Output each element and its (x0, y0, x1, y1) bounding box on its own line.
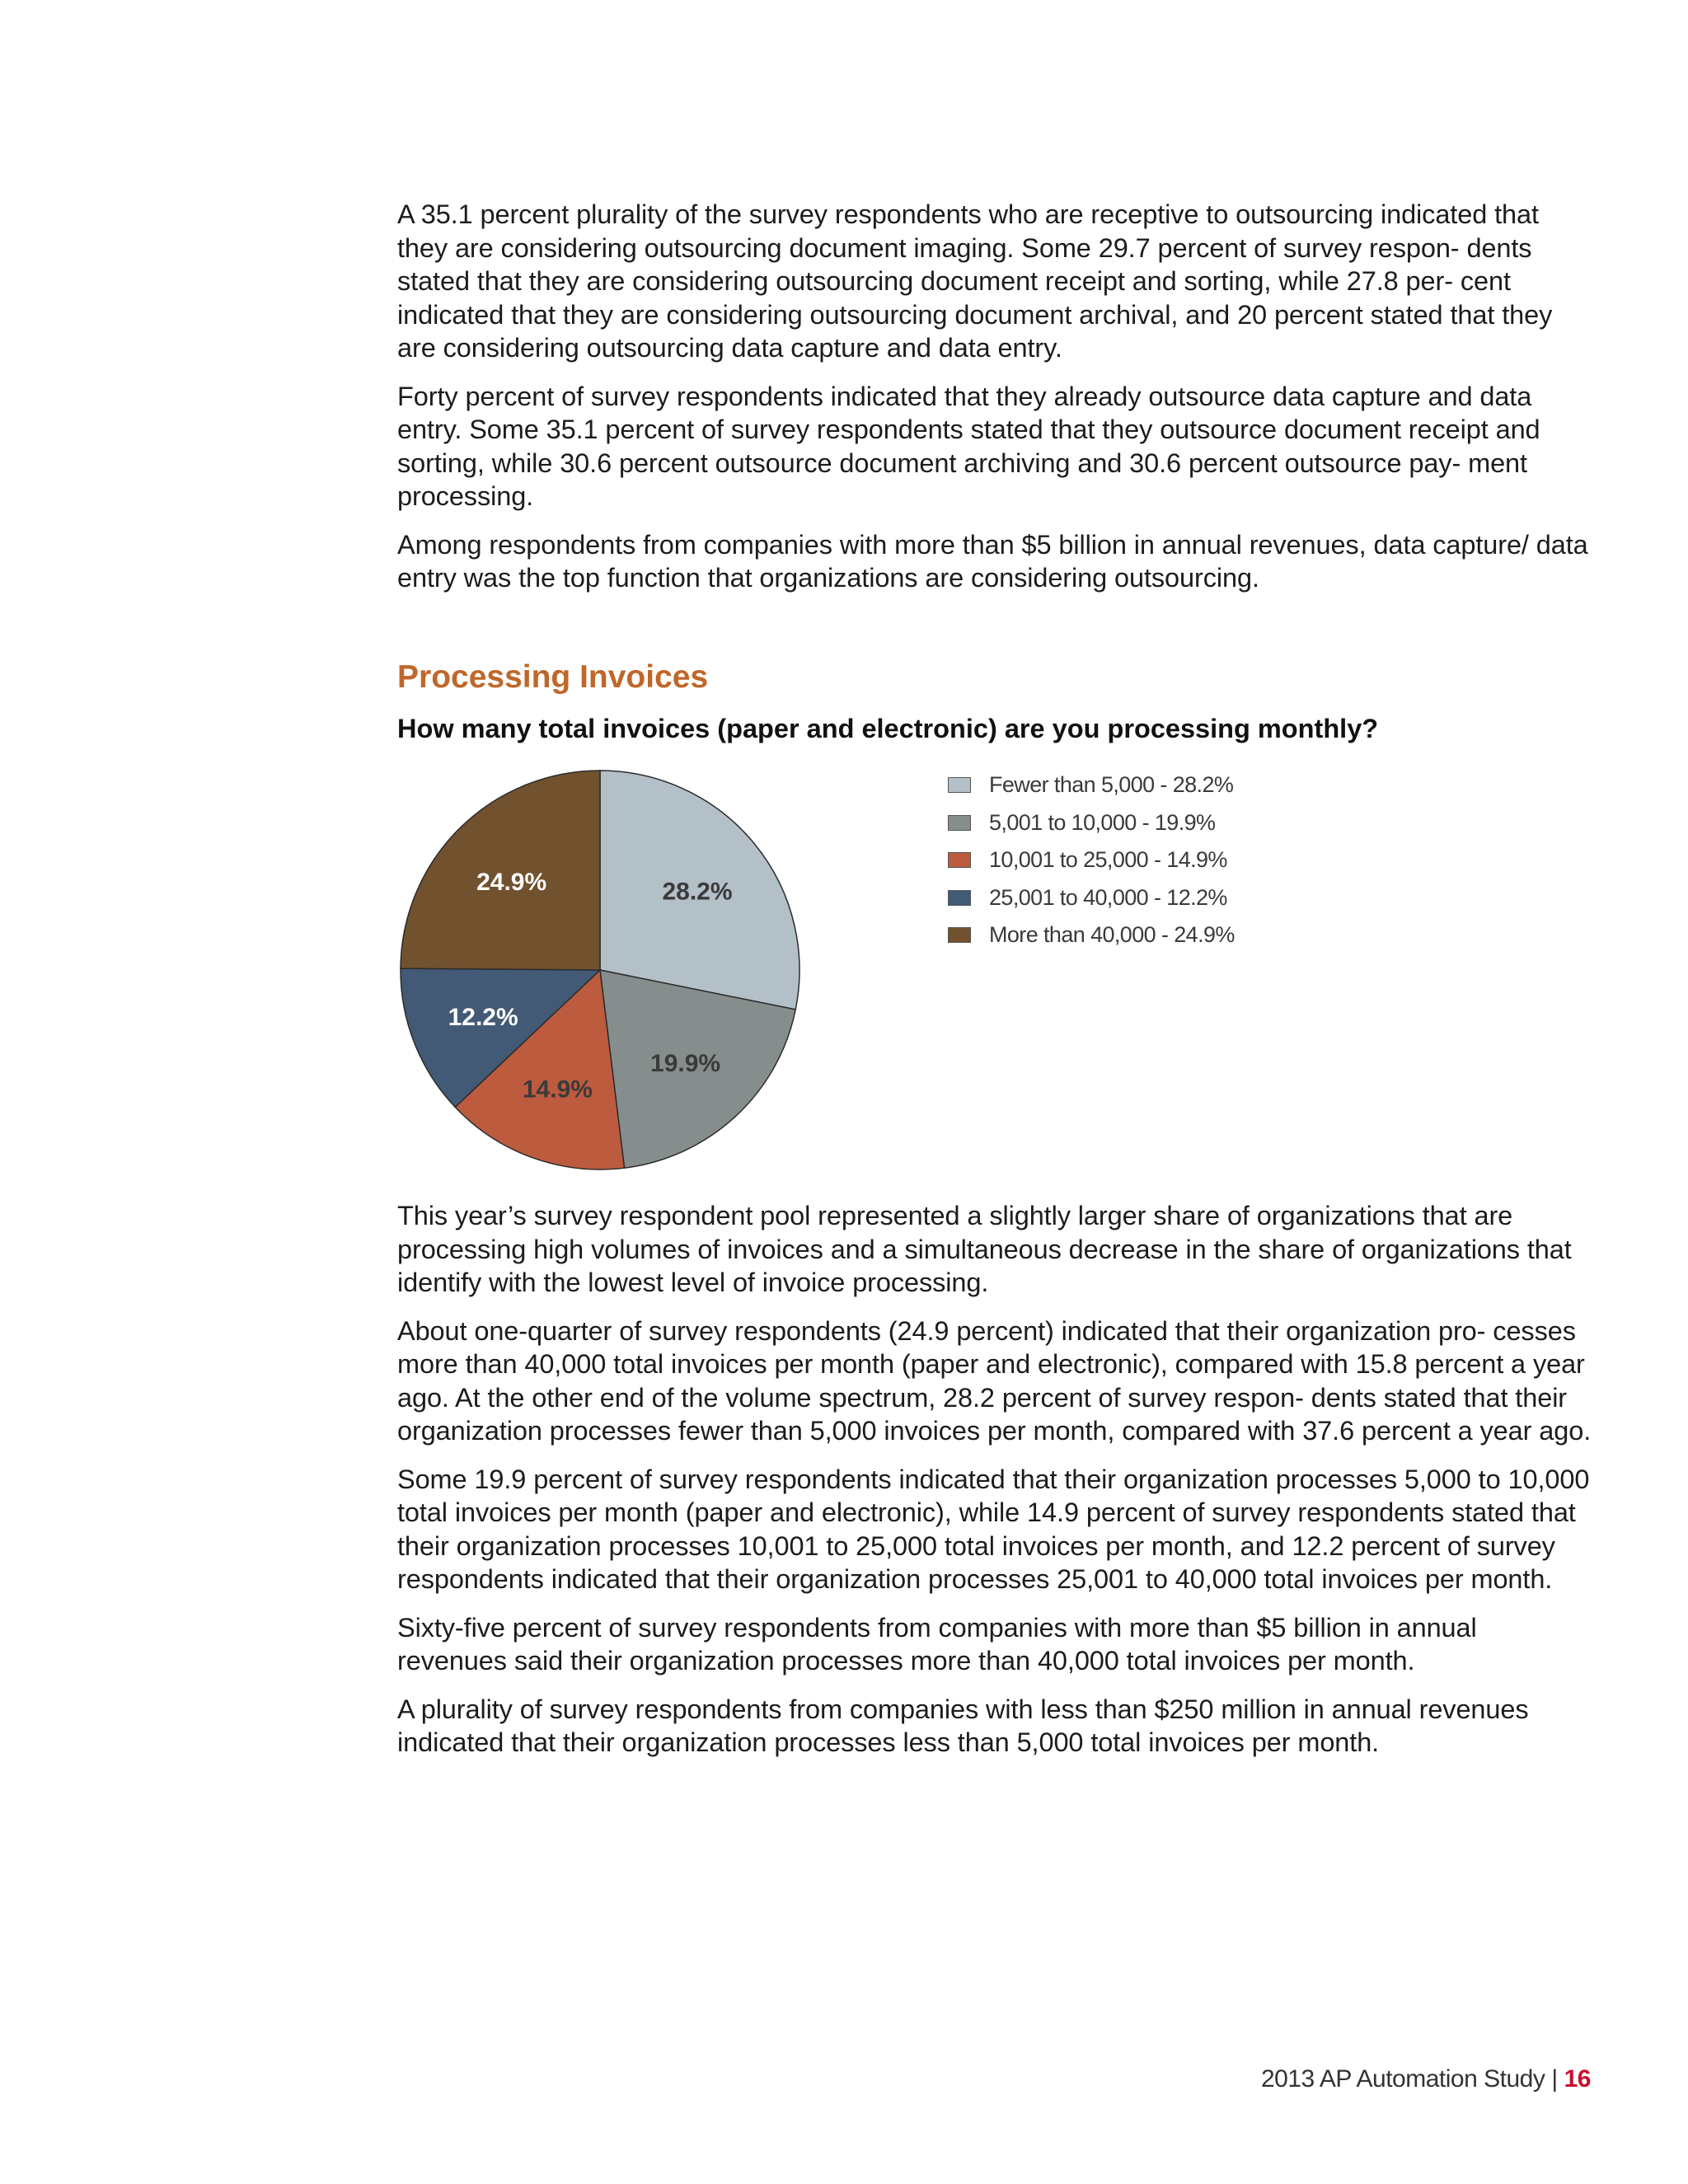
legend-label: 25,001 to 40,000 - 12.2% (989, 884, 1227, 910)
legend-item-more-than-40000 (948, 916, 1235, 954)
body-paragraph: About one-quarter of survey respondents (24.9 percent) indicated that their organization pro- cesses more than 40,000 total invoices per month (paper and electronic), compared with 15.8 percent a year ago. At the other end of the volume spectrum, 28.2 percent of survey respon- dents stated that their organization processes fewer than 5,000 invoices per month, compared with 37.6 percent a year ago. (397, 1315, 1592, 1446)
body-section (397, 1199, 1592, 1774)
pie-chart (387, 758, 816, 1179)
legend-item-10001-to-25000 (948, 841, 1235, 879)
legend-label: Fewer than 5,000 - 28.2% (989, 772, 1234, 798)
legend-swatch (948, 815, 971, 831)
body-paragraph: Some 19.9 percent of survey respondents indicated that their organization processes 5,000 to 10,000 total invoices per month (paper and electronic), while 14.9 percent of survey respondents stated that their organization processes 10,001 to 25,000 total invoices per month, and 12.2 percent of survey respondents indicated that their organization processes 25,001 to 40,000 total invoices per month. (397, 1464, 1590, 1594)
pie-label-5001-to-10000: 19.9% (650, 1049, 721, 1077)
legend-label: 5,001 to 10,000 - 19.9% (989, 809, 1216, 835)
body-paragraph: A plurality of survey respondents from companies with less than $250 million in annual revenues indicated that their organization processes less than 5,000 total invoices per month. (397, 1694, 1529, 1757)
intro-paragraph: Among respondents from companies with more than $5 billion in annual revenues, data capture/ data entry was the top function that organizations are considering outsourcing. (397, 529, 1588, 593)
intro-section (397, 198, 1592, 610)
footer-title: 2013 AP Automation Study (1260, 2065, 1545, 2093)
legend-swatch (948, 852, 971, 868)
page-footer (1261, 2065, 1591, 2093)
pie-label-fewer-than-5000: 28.2% (662, 878, 733, 906)
legend-label: 10,001 to 25,000 - 14.9% (989, 847, 1227, 873)
legend-swatch (948, 777, 971, 793)
section-heading: Processing Invoices (397, 659, 709, 695)
intro-paragraph: Forty percent of survey respondents indicated that they already outsource data capture and data entry. Some 35.1 percent of survey respondents stated that they outsource document receipt and sorting, while 30.6 percent outsource document archiving and 30.6 percent outsource pay- ment processing. (397, 381, 1540, 511)
legend-swatch (948, 890, 971, 906)
body-paragraph: Sixty-five percent of survey respondents from companies with more than $5 billion in annual revenues said their organization processes more than 40,000 total invoices per month. (397, 1612, 1477, 1675)
legend-label: More than 40,000 - 24.9% (989, 922, 1235, 948)
chart-legend (948, 766, 1235, 954)
intro-paragraph: A 35.1 percent plurality of the survey respondents who are receptive to outsourcing indicated that they are considering outsourcing document imaging. Some 29.7 percent of survey respon- dents stated that they are considering outsourcing document receipt and sorting, while 27.8 per- cent indicated that they are considering outsourcing document archival, and 20 percent stated that they are considering outsourcing data capture and data entry. (397, 199, 1553, 363)
pie-label-more-than-40000: 24.9% (476, 868, 547, 896)
page-number: 16 (1564, 2065, 1591, 2093)
pie-label-10001-to-25000: 14.9% (522, 1076, 593, 1104)
legend-item-25001-to-40000 (948, 879, 1235, 917)
footer-separator: | (1551, 2065, 1558, 2093)
legend-swatch (948, 927, 971, 943)
pie-label-25001-to-40000: 12.2% (448, 1003, 518, 1031)
chart-question: How many total invoices (paper and electronic) are you processing monthly? (397, 714, 1379, 743)
legend-item-fewer-than-5000 (948, 766, 1235, 804)
legend-item-5001-to-10000 (948, 804, 1235, 842)
body-paragraph: This year’s survey respondent pool represented a slightly larger share of organizations that are processing high volumes of invoices and a simultaneous decrease in the share of organizations that identify with the lowest level of invoice processing. (397, 1201, 1572, 1297)
